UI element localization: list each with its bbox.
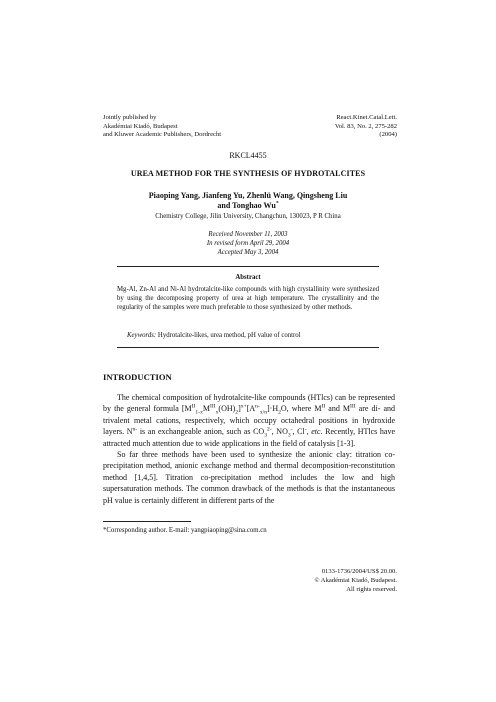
section-heading-introduction: INTRODUCTION <box>103 372 172 382</box>
abstract-heading: Abstract <box>235 274 261 281</box>
publisher-line: and Kluwer Academic Publishers, Dordrecht <box>103 131 222 139</box>
abstract-top-rule <box>117 266 379 267</box>
submission-dates <box>0 231 496 257</box>
intro-body <box>103 392 395 506</box>
publisher-line: Akadémiai Kiadó, Budapest <box>103 122 178 130</box>
copyright-line: 0133-1736/2004/US$ 20.00. <box>321 568 397 575</box>
affiliation: Chemistry College, Jilin University, Changchun, 130023, P R China <box>155 213 341 220</box>
publisher-line: Jointly published by <box>103 114 157 121</box>
abstract-text: Mg-Al, Zn-Al and Ni-Al hydrotalcite-like compounds with high crystallinity were synthesized by using the decomposing property of urea at high temperature. The crystallinity and the regularity of the samples were much preferable to those synthesized by other methods. <box>117 286 379 312</box>
paper-code: RKCL4455 <box>229 151 267 160</box>
received-date: Received November 11, 2003 <box>208 231 288 238</box>
corresponding-mark: * <box>275 200 279 207</box>
abstract-bottom-rule <box>117 347 379 348</box>
journal-line: Vol. 83, No. 2, 275-282 <box>334 122 397 130</box>
paper-title: UREA METHOD FOR THE SYNTHESIS OF HYDROTALCITES <box>130 169 366 178</box>
keywords-text: Hydrotalcite-likes, urea method, pH value of control <box>157 332 301 339</box>
keywords-label: Keywords: <box>127 332 157 339</box>
intro-paragraph-2: So far three methods have been used to synthesize the anionic clay: titration co-precipitation method, anionic exchange method and thermal decomposition-reconstitution method [1,4,5]. Titration co-precipitation method includes the low and high supersaturation methods. The common drawback of the methods is that the instantaneous pH value is certainly different in different parts of the <box>103 450 395 505</box>
authors-line-2-text: and Tonghao Wu <box>217 201 276 210</box>
copyright-block <box>315 567 397 594</box>
journal-line: React.Kinet.Catal.Lett. <box>336 114 397 121</box>
corresponding-author-footnote: *Corresponding author. E-mail: yangpiaoping@sina.com.cn <box>103 527 267 534</box>
authors-line-2 <box>120 201 376 211</box>
copyright-line: © Akadémiai Kiadó, Budapest. <box>314 577 397 584</box>
journal-info <box>247 114 397 140</box>
accepted-date: Accepted May 3, 2004 <box>217 248 279 256</box>
author-list <box>120 191 376 211</box>
keywords <box>127 332 379 339</box>
intro-paragraph-1: The chemical composition of hydrotalcite-like compounds (HTlcs) can be represented by the general formula $[M^{II}_{1-x}M^{III}_x(OH)_2]^{x+}[A^{n-}_{x/n}]\cdot H_2O$, where $M^{II}$ and $M^{III}$ are di- and trivalent metal cations, respectively, which occupy octahedral positions in hydroxide layers. $N^{n-}$ is an exchangeable anion, such as $CO_3^{2-}$, $NO_3^-$, Cl-, etc. Recently, HTlcs have attracted much attention due to wide applications in the field of catalysis [1-3]. <box>103 393 396 448</box>
footnote-rule <box>103 521 191 522</box>
revised-date: In revised form April 29, 2004 <box>206 239 290 247</box>
journal-line: (2004) <box>379 131 397 139</box>
authors-line-1: Piaoping Yang, Jianfeng Yu, Zhenlü Wang, Qingsheng Liu <box>148 191 348 200</box>
copyright-line: All rights reserved. <box>346 586 397 593</box>
